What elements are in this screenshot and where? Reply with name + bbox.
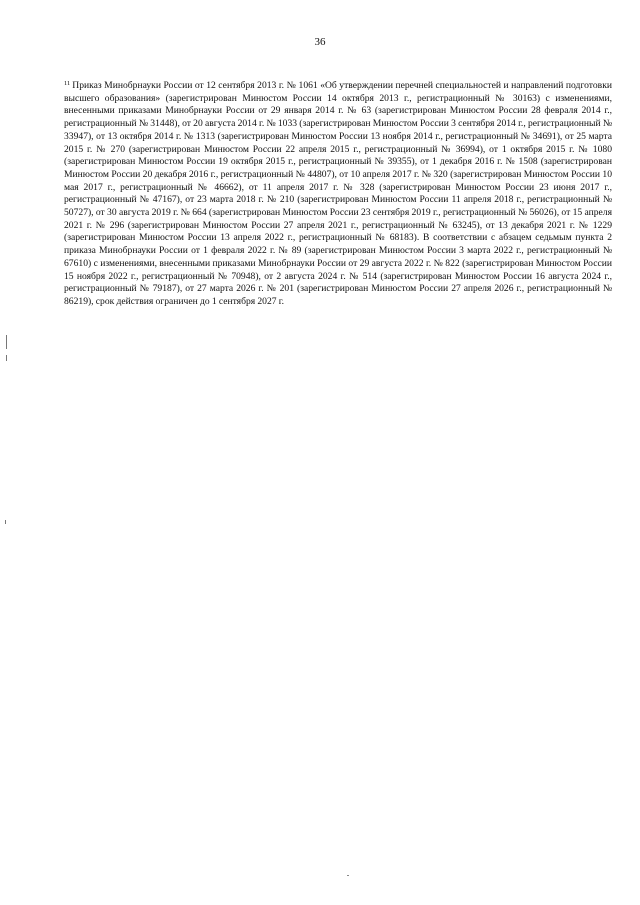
page-number: 36 — [314, 36, 326, 48]
footnote-text: Приказ Минобрнауки России от 12 сентября 2013 г. № 1061 «Об утверждении перечней специальностей и направлений подготовки высшего образования» (зарегистрирован Минюстом России 14 октября 2013 г., регистрационный № 30163) с изменениями, внесенными приказами Минобрнауки России от 29 января 2014 г. № 63 (зарегистрирован Минюстом России 28 февраля 2014 г., регистрационный № 31448), от 20 августа 2014 г. № 1033 (зарегистрирован Минюстом России 3 сентября 2014 г., регистрационный № 33947), от 13 октября 2014 г. № 1313 (зарегистрирован Минюстом России 13 ноября 2014 г., регистрационный № 34691), от 25 марта 2015 г. № 270 (зарегистрирован Минюстом России 22 апреля 2015 г., регистрационный № 36994), от 1 октября 2015 г. № 1080 (зарегистрирован Минюстом России 19 октября 2015 г., регистрационный № 39355), от 1 декабря 2016 г. № 1508 (зарегистрирован Минюстом России 20 декабря 2016 г., регистрационный № 44807), от 10 апреля 2017 г. № 320 (зарегистрирован Минюстом России 10 мая 2017 г., регистрационный № 46662), от 11 апреля 2017 г. № 328 (зарегистрирован Минюстом России 23 июня 2017 г., регистрационный № 47167), от 23 марта 2018 г. № 210 (зарегистрирован Минюстом России 11 апреля 2018 г., регистрационный № 50727), от 30 августа 2019 г. № 664 (зарегистрирован Минюстом России 23 сентября 2019 г., регистрационный № 56026), от 15 апреля 2021 г. № 296 (зарегистрирован Минюстом России 27 апреля 2021 г., регистрационный № 63245), от 13 декабря 2021 г. № 1229 (зарегистрирован Минюстом России 13 апреля 2022 г., регистрационный № 68183). В соответствии с абзацем седьмым пункта 2 приказа Минобрнауки России от 1 февраля 2022 г. № 89 (зарегистрирован Минюстом России 3 марта 2022 г., регистрационный № 67610) с изменениями, внесенными приказами Минобрнауки России от 29 августа 2022 г. № 822 (зарегистрирован Минюстом России 15 ноября 2022 г., регистрационный № 70948), от 2 августа 2024 г. № 514 (зарегистрирован Минюстом России 16 августа 2024 г., регистрационный № 79187), от 27 марта 2026 г. № 201 (зарегистрирован Минюстом России 27 апреля 2026 г., регистрационный № 86219), срок действия ограничен до 1 сентября 2027 г. — [64, 80, 612, 307]
scan-margin-mark — [6, 355, 7, 361]
scan-margin-mark — [5, 520, 6, 524]
footnote — [64, 80, 612, 309]
footnote-marker: 11 — [64, 80, 71, 87]
scan-speck — [347, 875, 349, 876]
scan-margin-mark — [6, 335, 7, 349]
